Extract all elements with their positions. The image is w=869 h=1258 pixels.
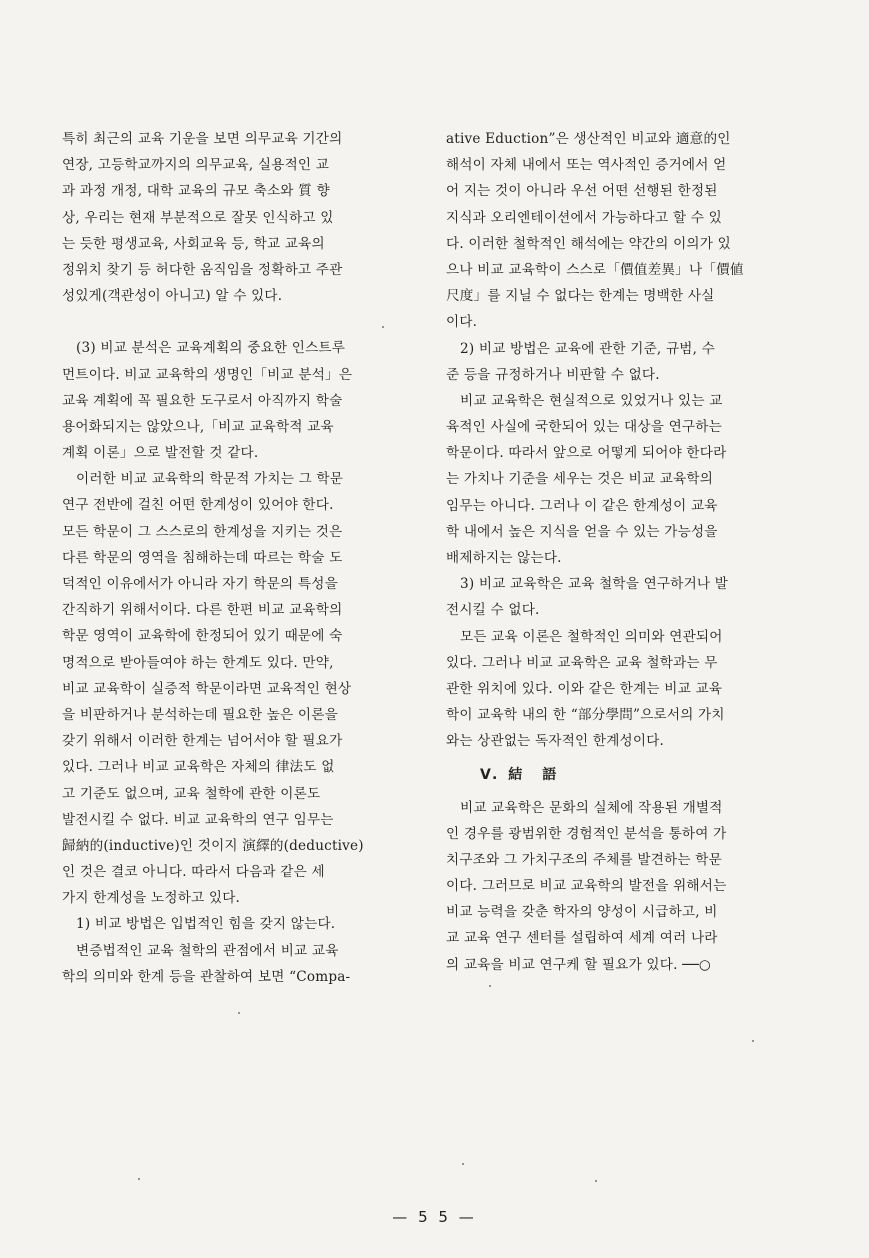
paragraph-limit-3 <box>446 571 798 623</box>
paragraph-limit-1 <box>62 911 414 937</box>
left-column <box>62 126 414 990</box>
text-line: 발전시킬 수 없다. 비교 교육학의 연구 임무는 <box>62 811 334 828</box>
text-line: 이다. 그러므로 비교 교육학의 발전을 위해서는 <box>446 878 727 895</box>
text-line: 간직하기 위해서이다. 다른 한편 비교 교육학의 <box>62 602 343 619</box>
text-line: 가지 한계성을 노정하고 있다. <box>62 890 241 907</box>
text-line: 배제하지는 않는다. <box>446 550 562 566</box>
text-line: 의 교육을 비교 연구케 할 필요가 있다. ──○ <box>446 956 711 973</box>
text-line: 치구조와 그 가치구조의 주체를 발견하는 학문 <box>446 851 722 868</box>
scan-speck <box>752 1040 754 1042</box>
text-line: 명적으로 받아들여야 하는 한계도 있다. 만약, <box>62 654 334 671</box>
text-line: ative Eduction”은 생산적인 비교와 適意的인 <box>446 131 731 147</box>
text-line: 다른 학문의 영역을 침해하는데 따르는 학술 도 <box>62 549 343 566</box>
scan-speck <box>382 326 384 328</box>
text-line: 있다. 그러나 비교 교육학은 교육 철학과는 무 <box>446 654 718 671</box>
text-line: 이러한 비교 교육학의 학문적 가치는 그 학문 <box>76 471 344 488</box>
paragraph-limit-2 <box>446 336 798 388</box>
text-line: 육적인 사실에 국한되어 있는 대상을 연구하는 <box>446 419 722 436</box>
text-line: 2) 비교 방법은 교육에 관한 기준, 규범, 수 <box>460 340 716 357</box>
text-line: 어 지는 것이 아니라 우선 어떤 선행된 한정된 <box>446 183 718 200</box>
text-line: 비교 교육학이 실증적 학문이라면 교육적인 현상 <box>62 680 352 697</box>
right-column <box>446 126 798 978</box>
text-line: 교 교육 연구 센터를 설립하여 세계 여러 나라 <box>446 930 718 947</box>
scan-speck <box>462 1163 464 1165</box>
text-line: 해석이 자체 내에서 또는 역사적인 증거에서 얻 <box>446 157 727 174</box>
paragraph-limits <box>62 466 414 911</box>
text-line: 학문 영역이 교육학에 한정되어 있기 때문에 숙 <box>62 628 343 645</box>
text-line: 먼트이다. 비교 교육학의 생명인「비교 분석」은 <box>62 366 353 383</box>
paragraph-philosophy <box>446 624 798 755</box>
text-line: 변증법적인 교육 철학의 관점에서 비교 교육 <box>76 942 339 959</box>
text-line: 과 과정 개정, 대학 교육의 규모 축소와 質 향 <box>62 183 330 200</box>
text-line: 연장, 고등학교까지의 의무교육, 실용적인 교 <box>62 157 330 174</box>
text-line: 고 기준도 없으며, 교육 철학에 관한 이론도 <box>62 785 321 802</box>
text-line: 갖기 위해서 이러한 한계는 넘어서야 할 필요가 <box>62 733 343 750</box>
section-heading-conclusion: V. 結 語 <box>480 766 560 783</box>
paragraph-reality <box>446 388 798 571</box>
text-line: 학 내에서 높은 지식을 얻을 수 있는 가능성을 <box>446 523 718 540</box>
text-line: 계획 이론」으로 발전할 것 같다. <box>62 445 259 462</box>
page-number: — 5 5 — <box>392 1208 477 1226</box>
text-line: 특히 최근의 교육 기운을 보면 의무교육 기간의 <box>62 131 343 147</box>
text-line: 비교 교육학은 현실적으로 있었거나 있는 교 <box>460 392 723 409</box>
scan-speck <box>238 1012 240 1014</box>
text-line: 임무는 아니다. 그러나 이 같은 한계성이 교육 <box>446 497 718 514</box>
text-line: (3) 비교 분석은 교육계획의 중요한 인스트루 <box>76 340 346 357</box>
text-line: 있다. 그러나 비교 교육학은 자체의 律法도 없 <box>62 759 335 776</box>
text-line: 인 것은 결코 아니다. 따라서 다음과 같은 세 <box>62 864 325 881</box>
scan-speck <box>595 1180 597 1182</box>
text-line: 교육 계획에 꼭 필요한 도구로서 아직까지 학술 <box>62 392 343 409</box>
text-line: 비교 교육학은 문화의 실체에 작용된 개별적 <box>460 799 723 816</box>
text-line: 전시킬 수 없다. <box>446 602 540 619</box>
text-line: 학의 의미와 한계 등을 관찰하여 보면 “Compa- <box>62 968 351 985</box>
paragraph-comparative-education <box>446 126 798 336</box>
paragraph-item-3 <box>62 335 414 466</box>
text-line: 학문이다. 따라서 앞으로 어떻게 되어야 한다라 <box>446 445 727 462</box>
text-line: 와는 상관없는 독자적인 한계성이다. <box>446 733 665 750</box>
text-line: 다. 이러한 철학적인 해석에는 약간의 이의가 있 <box>446 235 731 252</box>
text-line: 는 듯한 평생교육, 사회교육 등, 학교 교육의 <box>62 235 325 252</box>
text-line: 정위치 찾기 등 허다한 움직임을 정확하고 주관 <box>62 261 343 278</box>
text-line: 준 등을 규정하거나 비판할 수 없다. <box>446 366 660 383</box>
text-line: 성있게(객관성이 아니고) 알 수 있다. <box>62 288 283 305</box>
paragraph-dialectic <box>62 938 414 990</box>
text-line: 연구 전반에 걸친 어떤 한계성이 있어야 한다. <box>62 497 334 514</box>
text-line: 관한 위치에 있다. 이와 같은 한계는 비교 교육 <box>446 680 723 697</box>
text-line: 는 가치나 기준을 세우는 것은 비교 교육학의 <box>446 471 714 488</box>
text-line: 상, 우리는 현재 부분적으로 잘못 인식하고 있 <box>62 209 334 226</box>
text-line: 歸納的(inductive)인 것이지 演繹的(deductive) <box>62 837 364 854</box>
text-line: 지식과 오리엔테이션에서 가능하다고 할 수 있 <box>446 209 722 226</box>
text-line: 1) 비교 방법은 입법적인 힘을 갖지 않는다. <box>76 916 336 933</box>
text-line: 3) 비교 교육학은 교육 철학을 연구하거나 발 <box>460 576 729 593</box>
paragraph-conclusion <box>446 795 798 978</box>
paragraph-trends <box>62 126 414 309</box>
text-line: 이다. <box>446 314 478 331</box>
text-line: 비교 능력을 갖춘 학자의 양성이 시급하고, 비 <box>446 904 718 921</box>
text-line: 을 비판하거나 분석하는데 필요한 높은 이론을 <box>62 706 338 723</box>
text-line: 덕적인 이유에서가 아니라 자기 학문의 특성을 <box>62 576 338 592</box>
text-line: 인 경우를 광범위한 경험적인 분석을 통하여 가 <box>446 825 727 842</box>
text-line: 으나 비교 교육학이 스스로「價值差異」나「價値 <box>446 261 744 278</box>
text-line: 학이 교육학 내의 한 “部分學問”으로서의 가치 <box>446 707 725 724</box>
text-line: 尺度」를 지닐 수 없다는 한계는 명백한 사실 <box>446 288 715 305</box>
text-line: 용어화되지는 않았으나,「비교 교육학적 교육 <box>62 418 334 435</box>
text-line: 모든 학문이 그 스스로의 한계성을 지키는 것은 <box>62 523 343 540</box>
scan-speck <box>138 1178 140 1180</box>
scan-speck <box>489 985 491 987</box>
text-line: 모든 교육 이론은 철학적인 의미와 연관되어 <box>460 628 723 645</box>
